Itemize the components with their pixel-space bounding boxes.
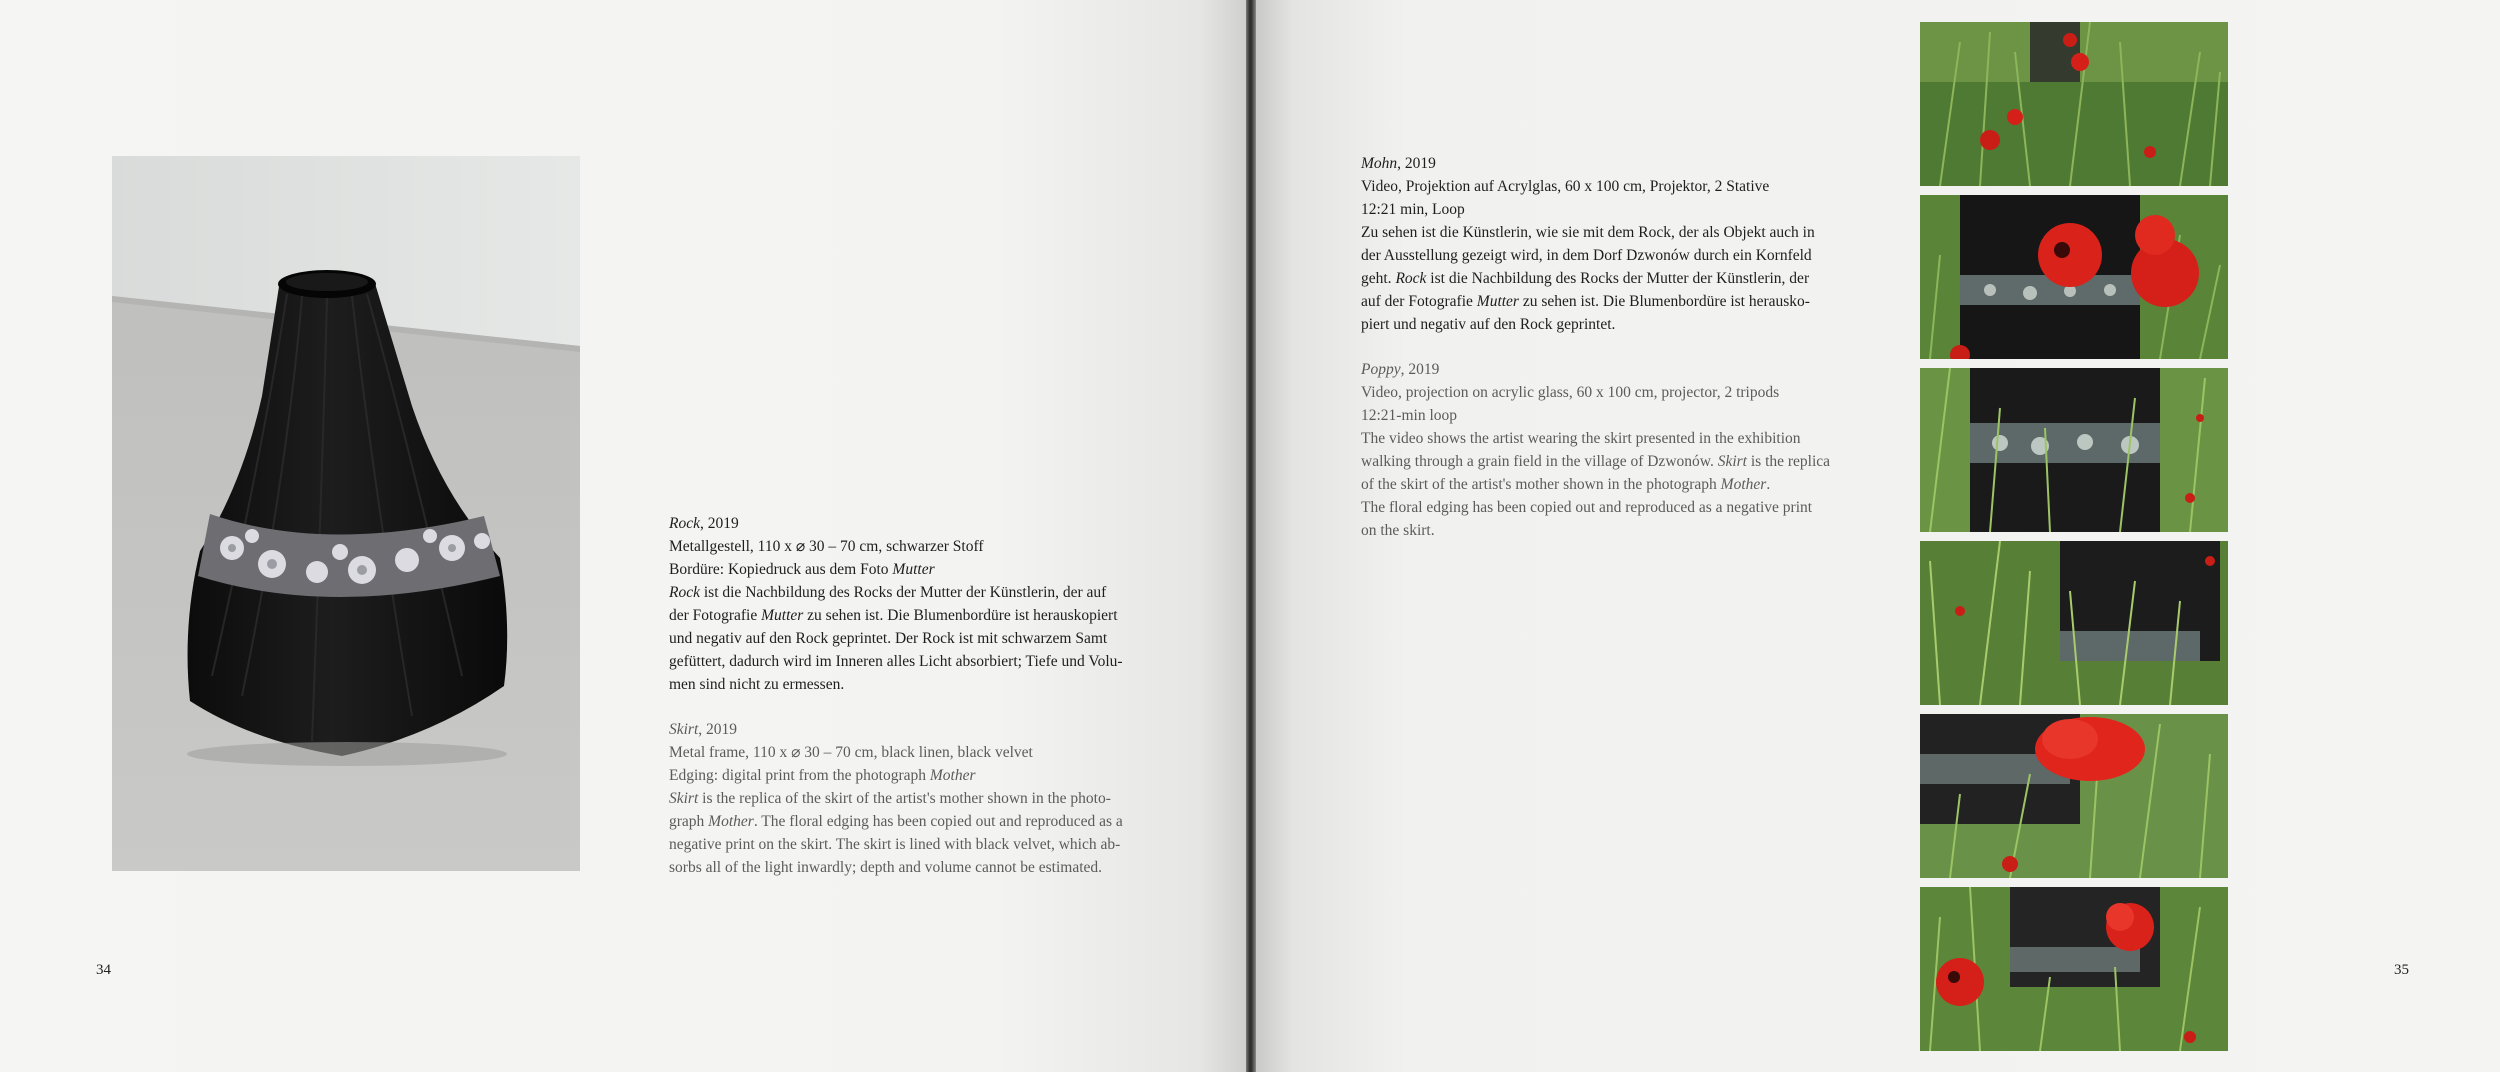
video-still-6 [1920, 887, 2228, 1051]
video-still-5 [1920, 714, 2228, 878]
mohn-caption-de: Mohn, 2019 Video, Projektion auf Acrylglas, 60 x 100 cm, Projektor, 2 Stative 12:21 min, Loop Zu sehen ist die Künstlerin, wie sie mit dem Rock, der als Objekt auch in der Ausstellung gezeigt wird, in dem Dorf Dzwonów durch ein Kornfeld geht. Rock ist die Nachbildung des Rocks der Mutter der Künstlerin, der auf der Fotografie Mutter zu sehen ist. Die Blumenbordüre ist herausko- piert und negativ auf den Rock geprintet. Poppy, 2019 Video, projection on acrylic glass, 60 x 100 cm, projector, 2 tripods 12:21-min loop The video shows the artist wearing the skirt presented in the exhibition walking through a grain field in the village of Dzwonów. Skirt is the replica of the skirt of the artist's mother shown in the photograph Mother. The floral edging has been copied out and reproduced as a negative print on the skirt. [1361, 152, 1861, 542]
page-number: 35 [2394, 962, 2409, 978]
skirt-caption-en: Skirt, 2019 Metal frame, 110 x ⌀ 30 – 70 cm, black linen, black velvet Edging: digital print from the photograph Mother Skirt is the replica of the skirt of the artist's mother shown in the photo- graph Mother. The floral edging has been copied out and reproduced as a negative print on the skirt. The skirt is lined with black velvet, which ab- sorbs all of the light inwardly; depth and volume cannot be estimated. [669, 718, 1139, 879]
video-still-4 [1920, 541, 2228, 705]
book-gutter [1246, 0, 1256, 1072]
work-medium: Video, projection on acrylic glass, 60 x 100 cm, projector, 2 tripods [1361, 384, 1780, 401]
work-medium: Video, Projektion auf Acrylglas, 60 x 100 cm, Projektor, 2 Stative [1361, 178, 1770, 195]
video-still-1 [1920, 22, 2228, 186]
poppy-caption-en: Poppy, 2019 Video, projection on acrylic glass, 60 x 100 cm, projector, 2 tripods 12:21-min loop The video shows the artist wearing the skirt presented in the exhibition walking through a grain field in the village of Dzwonów. Skirt is the replica of the skirt of the artist's mother shown in the photograph Mother. The floral edging has been copied out and reproduced as a negative print on the skirt. [1361, 358, 1861, 542]
work-title: Mohn [1361, 155, 1398, 172]
work-medium: Metallgestell, 110 x ⌀ 30 – 70 cm, schwarzer Stoff [669, 538, 984, 555]
video-still-3 [1920, 368, 2228, 532]
work-title: Skirt [669, 721, 699, 738]
work-duration: 12:21 min, Loop [1361, 201, 1465, 218]
page-number: 34 [96, 962, 111, 978]
work-medium: Metal frame, 110 x ⌀ 30 – 70 cm, black linen, black velvet [669, 744, 1033, 761]
work-title: Poppy [1361, 361, 1401, 378]
work-title: Rock [669, 515, 700, 532]
video-still-2 [1920, 195, 2228, 359]
skirt-photo [112, 156, 580, 871]
right-page [1256, 0, 2500, 1072]
work-duration: 12:21-min loop [1361, 407, 1458, 424]
left-page [0, 0, 1248, 1072]
rock-caption-de: Rock, 2019 Metallgestell, 110 x ⌀ 30 – 70 cm, schwarzer Stoff Bordüre: Kopiedruck aus dem Foto Mutter Rock ist die Nachbildung des Rocks der Mutter der Künstlerin, der auf der Fotografie Mutter zu sehen ist. Die Blumenbordüre ist herauskopiert und negativ auf den Rock geprintet. Der Rock ist mit schwarzem Samt gefüttert, dadurch wird im Inneren alles Licht absorbiert; Tiefe und Volu- men sind nicht zu ermessen. Skirt, 2019 Metal frame, 110 x ⌀ 30 – 70 cm, black linen, black velvet Edging: digital print from the photograph Mother Skirt is the replica of the skirt of the artist's mother shown in the photo- graph Mother. The floral edging has been copied out and reproduced as a negative print on the skirt. The skirt is lined with black velvet, which ab- sorbs all of the light inwardly; depth and volume cannot be estimated. [669, 512, 1139, 879]
